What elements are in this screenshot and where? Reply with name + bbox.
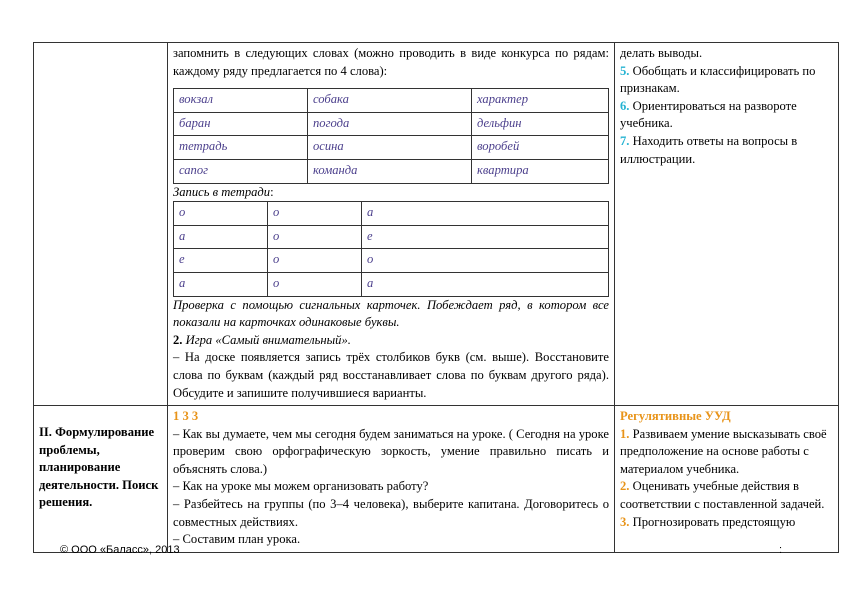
skills-heading: Регулятивные УУД bbox=[620, 409, 731, 424]
paragraph: – Разбейтесь на группы (по 3–4 человека), выберите капитана. Договоритесь о совместных действиях. bbox=[173, 497, 609, 529]
footer-copyright: © ООО «Баласс», 2013 bbox=[60, 544, 180, 556]
word-list bbox=[173, 88, 609, 183]
word: сапог bbox=[174, 159, 308, 183]
word: вокзал bbox=[174, 89, 308, 113]
skill-item: 2. Оценивать учебные действия в соответствии с поставленной задачей. bbox=[620, 479, 825, 512]
word: баран bbox=[174, 112, 308, 136]
letter: е bbox=[362, 225, 609, 249]
activity-cell bbox=[168, 43, 615, 406]
letter-columns bbox=[173, 201, 609, 296]
letter-row bbox=[174, 225, 609, 249]
letter: а bbox=[174, 225, 268, 249]
letter: о bbox=[268, 202, 362, 226]
paragraph: – Как на уроке мы можем организовать работу? bbox=[173, 479, 429, 494]
skill-item: 5. Обобщать и классифицировать по признакам. bbox=[620, 63, 816, 96]
letter: е bbox=[174, 249, 268, 273]
table-row bbox=[34, 406, 839, 553]
stage-cell bbox=[34, 406, 168, 553]
skill-text: делать выводы. bbox=[620, 46, 703, 60]
skill-item: 6. Ориентироваться на развороте учебника. bbox=[620, 98, 797, 131]
table-row bbox=[34, 43, 839, 406]
paragraph: – Составим план урока. bbox=[173, 532, 301, 547]
word: команда bbox=[308, 159, 472, 183]
lesson-table bbox=[33, 42, 839, 553]
word-row bbox=[174, 89, 609, 113]
activity-cell bbox=[168, 406, 615, 553]
skill-item: 3. Прогнозировать предстоящую bbox=[620, 514, 796, 529]
check-text: Проверка с помощью сигнальных карточек. Побеждает ряд, в котором все показали на карточках одинаковые буквы. bbox=[173, 297, 609, 330]
letter: о bbox=[362, 249, 609, 273]
word: характер bbox=[472, 89, 609, 113]
letter: а bbox=[362, 202, 609, 226]
letter: о bbox=[268, 225, 362, 249]
marker-text: 1 3 3 bbox=[173, 409, 199, 424]
notebook-label: Запись в тетради: bbox=[173, 184, 274, 199]
game-heading: 2. Игра «Самый внимательный». bbox=[173, 332, 351, 347]
word: собака bbox=[308, 89, 472, 113]
letter: а bbox=[174, 272, 268, 296]
skills-cell bbox=[615, 406, 839, 553]
letter: о bbox=[268, 249, 362, 273]
word: погода bbox=[308, 112, 472, 136]
stage-cell-empty bbox=[34, 43, 168, 406]
game-text: – На доске появляется запись трёх столбиков букв (см. выше). Восстановите слова по буквам (каждый ряд восстанавливает слова по буквам другого ряда). Обсудите и запишите получившиеся варианты. bbox=[173, 350, 609, 400]
letter-row bbox=[174, 202, 609, 226]
word: тетрадь bbox=[174, 136, 308, 160]
letter: о bbox=[268, 272, 362, 296]
letter-row bbox=[174, 272, 609, 296]
word: воробей bbox=[472, 136, 609, 160]
letter-row bbox=[174, 249, 609, 273]
stage-title: II. Формулирование проблемы, планирование деятельности. Поиск решения. bbox=[39, 425, 159, 510]
page-mark: : bbox=[779, 544, 783, 556]
word: квартира bbox=[472, 159, 609, 183]
word-row bbox=[174, 112, 609, 136]
word-row bbox=[174, 136, 609, 160]
word: осина bbox=[308, 136, 472, 160]
intro-text: запомнить в следующих словах (можно проводить в виде конкурса по рядам: каждому ряду предлагается по 4 слова): bbox=[173, 46, 609, 78]
word: дельфин bbox=[472, 112, 609, 136]
paragraph: – Как вы думаете, чем мы сегодня будем заниматься на уроке. ( Сегодня на уроке проверим свою орфографическую зоркость, умение правильно писать и объяснять слова.) bbox=[173, 426, 609, 476]
letter: о bbox=[174, 202, 268, 226]
skill-item: 7. Находить ответы на вопросы в иллюстрации. bbox=[620, 133, 798, 166]
letter: а bbox=[362, 272, 609, 296]
skill-item: 1. Развиваем умение высказывать своё предположение на основе работы с материалом учебника. bbox=[620, 426, 827, 476]
skills-cell bbox=[615, 43, 839, 406]
word-row bbox=[174, 159, 609, 183]
